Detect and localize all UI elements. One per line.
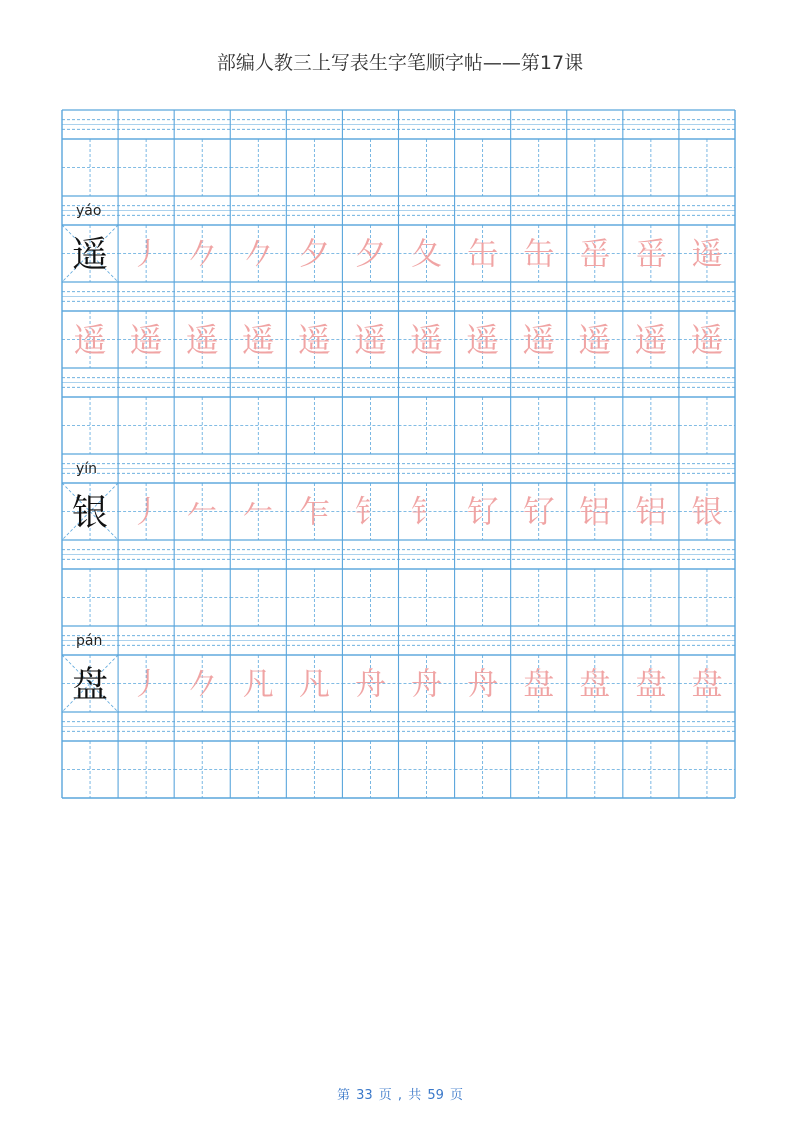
model-character: 银 (72, 492, 109, 534)
stroke-step: 𠂊 (186, 666, 218, 703)
stroke-step: 舟 (354, 666, 386, 703)
trace-character: 遥 (522, 320, 556, 360)
trace-character: 遥 (578, 320, 612, 360)
stroke-step: 丿 (130, 494, 162, 531)
stroke-step: 舟 (467, 666, 499, 703)
stroke-step: 盘 (579, 666, 611, 703)
stroke-step: 夕 (354, 236, 386, 273)
stroke-step: 𠂉 (186, 494, 218, 531)
stroke-step: 凡 (242, 666, 274, 703)
trace-character: 遥 (73, 320, 107, 360)
trace-character: 遥 (241, 320, 275, 360)
trace-character: 遥 (466, 320, 500, 360)
stroke-step: 䍃 (579, 236, 611, 273)
stroke-step: 盘 (523, 666, 555, 703)
stroke-step: 铝 (579, 494, 611, 531)
stroke-step: 夂 (411, 236, 443, 273)
page-title: 部编人教三上写表生字笔顺字帖——第17课 (216, 52, 584, 74)
pinyin-label: yín (76, 461, 98, 477)
stroke-step: 钅 (354, 494, 386, 531)
trace-character: 遥 (185, 320, 219, 360)
trace-character: 遥 (690, 320, 724, 360)
stroke-step: 夕 (298, 236, 330, 273)
stroke-step: 𠂊 (186, 236, 218, 273)
trace-character: 遥 (634, 320, 668, 360)
trace-character: 遥 (297, 320, 331, 360)
trace-character: 遥 (410, 320, 444, 360)
stroke-step: 乍 (298, 494, 330, 531)
stroke-step: 银 (691, 494, 723, 531)
stroke-step: 缶 (467, 236, 499, 273)
stroke-step: 缶 (523, 236, 555, 273)
stroke-step: 钌 (523, 494, 555, 531)
trace-character: 遥 (353, 320, 387, 360)
stroke-step: 𠂊 (242, 236, 274, 273)
stroke-step: 丿 (130, 666, 162, 703)
model-character: 盘 (72, 664, 109, 706)
stroke-step: 盘 (691, 666, 723, 703)
stroke-step: 遥 (691, 236, 723, 273)
stroke-step: 丿 (130, 236, 162, 273)
trace-character: 遥 (129, 320, 163, 360)
pinyin-label: yáo (76, 203, 102, 219)
page-footer: 第 33 页 , 共 59 页 (336, 1088, 463, 1103)
stroke-step: 𠂉 (242, 494, 274, 531)
model-character: 遥 (72, 234, 109, 276)
pinyin-label: pán (76, 633, 103, 649)
stroke-step: 钌 (467, 494, 499, 531)
stroke-step: 䍃 (635, 236, 667, 273)
stroke-step: 铝 (635, 494, 667, 531)
stroke-step: 钅 (411, 494, 443, 531)
stroke-step: 凡 (298, 666, 330, 703)
stroke-step: 盘 (635, 666, 667, 703)
stroke-step: 舟 (411, 666, 443, 703)
